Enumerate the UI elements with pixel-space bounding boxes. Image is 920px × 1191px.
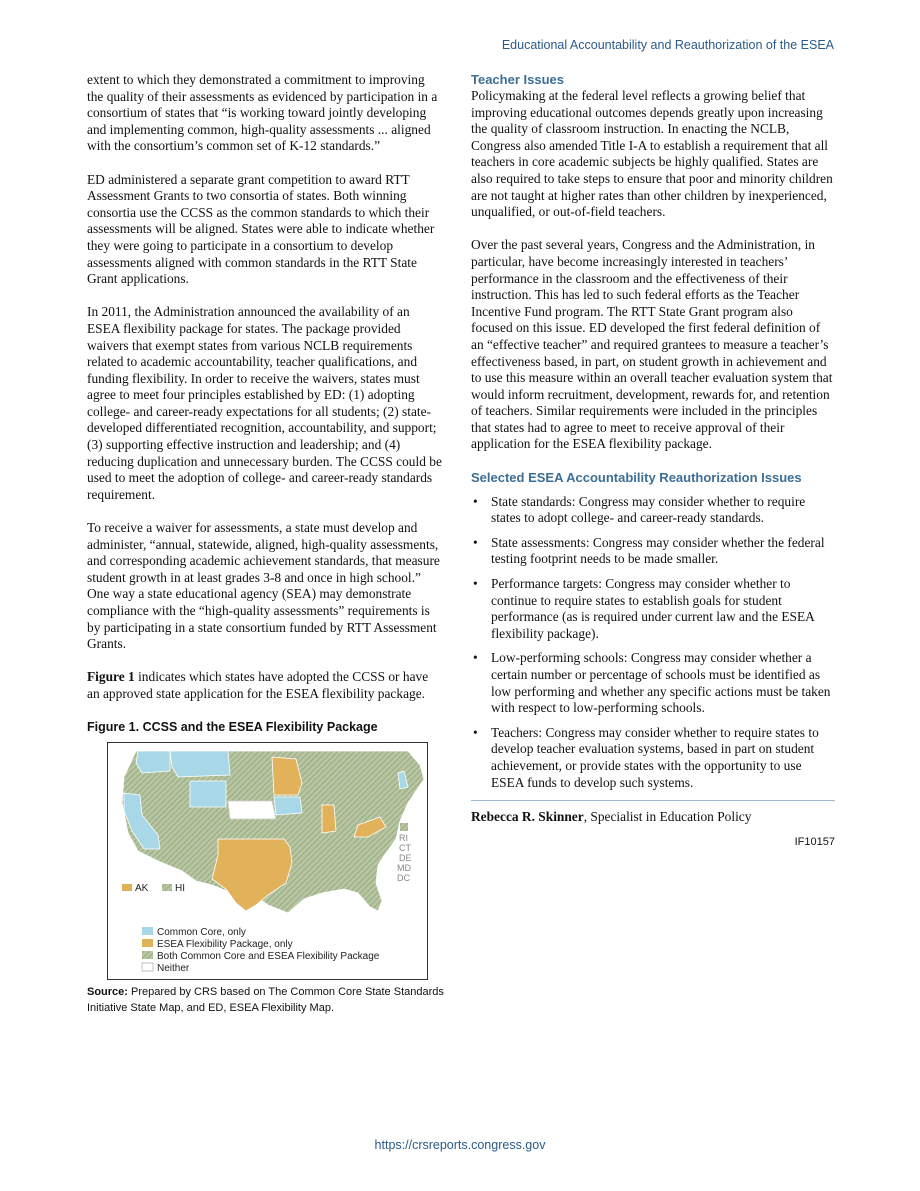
figure-source — [87, 984, 444, 1016]
legend-swatch-both — [142, 951, 153, 959]
author-line — [471, 809, 835, 826]
running-header: Educational Accountability and Reauthorization of the ESEA — [501, 38, 834, 52]
nebraska-state — [228, 801, 276, 819]
source-text: Prepared by CRS based on The Common Core State Standards Initiative State Map, and ED, ESEA Flexibility Map. — [87, 985, 444, 1014]
footer-url-link[interactable]: https://crsreports.congress.gov — [374, 1138, 546, 1152]
left-column — [87, 72, 444, 1016]
legend-label-both: Both Common Core and ESEA Flexibility Package — [157, 950, 380, 962]
author-name: Rebecca R. Skinner — [471, 809, 584, 825]
state-label-ri: RI — [399, 832, 408, 843]
paragraph: Policymaking at the federal level reflects a growing belief that improving educational outcomes depends greatly upon increasing the quality of classroom instruction. In enacting the NCLB, Congress also amended Title I-A to establish a requirement that all teachers in core academic subjects be highly qualified. States are also required to take steps to ensure that poor and minority children are not taught at higher rates than other children by inexperienced, unqualified, or out-of-field teachers. — [471, 88, 833, 220]
alaska-inset-label: AK — [135, 882, 149, 894]
list-item: • Performance targets: Congress may consider whether to continue to require states to establish goals for student performance (as is required under current law and the ESEA flexibility package). — [471, 576, 835, 642]
source-label: Source: — [87, 985, 128, 998]
figure-reference-paragraph — [87, 669, 444, 702]
hawaii-inset-swatch — [162, 884, 172, 891]
list-item: • Low-performing schools: Congress may consider whether a certain number or percentage of schools must be identified as low performing and whether any specific actions must be taken with respect to low-performing schools. — [471, 650, 835, 716]
state-label-md: MD — [397, 862, 411, 873]
list-item: • State standards: Congress may consider whether to require states to adopt college- and career-ready standards. — [471, 494, 835, 527]
state-label-ct: CT — [399, 842, 411, 853]
legend-label-common-core: Common Core, only — [157, 926, 246, 938]
state-label-dc: DC — [397, 872, 410, 883]
author-title: , Specialist in Education Policy — [583, 809, 752, 825]
hawaii-inset-label: HI — [175, 882, 185, 894]
legend-swatch-neither — [142, 963, 153, 971]
alaska-inset-swatch — [122, 884, 132, 891]
indiana-state — [322, 805, 336, 833]
figure-title: Figure 1. CCSS and the ESEA Flexibility Package — [87, 720, 378, 735]
divider — [471, 800, 835, 801]
legend-swatch-common-core — [142, 927, 153, 935]
paragraph: extent to which they demonstrated a commitment to improving the quality of their assessments as evidenced by participation in a consortium of states that “is working toward jointly developing and implementing common, high-quality assessments ... aligned with the consortium’s common set of K-12 standards.” — [87, 72, 438, 154]
section-heading-teacher-issues: Teacher Issues — [471, 72, 564, 87]
washington-state — [136, 751, 170, 773]
paragraph: Over the past several years, Congress and the Administration, in particular, have become increasingly interested in teachers’ performance in the classroom and the effectiveness of their instruction. This has led to such federal efforts as the Teacher Incentive Fund program. The RTT State Grant program also focused on this issue. ED developed the first federal definition of an “effective teacher” and required grantees to measure a teacher’s effectiveness based, in part, on student growth in achievement and to use this measure within an overall teacher evaluation system that would inform recruitment, development, rewards for, and retention of teachers. Similar requirements were included in the principles that states had to agree to meet to receive approval of their application for the ESEA flexibility package. — [471, 237, 833, 452]
figure-ref: Figure 1 — [87, 669, 135, 685]
paragraph: ED administered a separate grant competition to award RTT Assessment Grants to two consortia of states. Both winning consortia use the CCSS as the common standards to which their assessments will be aligned. States were able to indicate whether they were going to participate in a consortium to develop assessments aligned with common standards in the RTT State Grant applications. — [87, 171, 435, 287]
legend-label-esea: ESEA Flexibility Package, only — [157, 938, 293, 950]
us-map-svg — [108, 743, 429, 981]
legend-swatch-esea — [142, 939, 153, 947]
report-code: IF10157 — [794, 835, 835, 848]
state-label-de: DE — [399, 852, 412, 863]
paragraph: To receive a waiver for assessments, a state must develop and administer, “annual, statewide, aligned, high-quality assessments, and corresponding academic achievement standards, that measure student growth in at least grades 3-8 and once in high school.” One way a state educational agency (SEA) may demonstrate compliance with the “high-quality assessments” requirements is by participating in a state consortium funded by RTT Assessment Grants. — [87, 520, 440, 652]
section-heading-issues: Selected ESEA Accountability Reauthorization Issues — [471, 469, 802, 485]
montana-state — [170, 751, 230, 777]
paragraph: In 2011, the Administration announced the availability of an ESEA flexibility package for states. The package provided waivers that exempt states from various NCLB requirements related to academic accountability, teacher qualifications, and funding flexibility. In order to receive the waivers, states must agree to meet four principles established by ED: (1) adopting college- and career-ready expectations for all students; (2) state-developed differentiated recognition, accountability, and support; (3) supporting effective instruction and leadership; and (4) reducing duplication and unnecessary burden. The CCSS could be used to meet the adoption of college- and career-ready standards requirement. — [87, 304, 442, 502]
small-state-swatch — [400, 823, 408, 831]
us-map-figure — [107, 742, 428, 980]
legend-label-neither: Neither — [157, 962, 190, 974]
issues-list — [471, 494, 835, 792]
wyoming-state — [190, 781, 226, 807]
paragraph-text: indicates which states have adopted the CCSS or have an approved state application for the ESEA flexibility package. — [87, 669, 429, 701]
right-column — [471, 72, 835, 850]
iowa-state — [274, 797, 302, 815]
list-item: • State assessments: Congress may consider whether the federal testing footprint needs to be made smaller. — [471, 535, 835, 568]
list-item: • Teachers: Congress may consider whether to require states to develop teacher evaluation systems, based in part on student achievement, or provide states with the opportunity to use ESEA funds to develop such systems. — [471, 725, 835, 791]
